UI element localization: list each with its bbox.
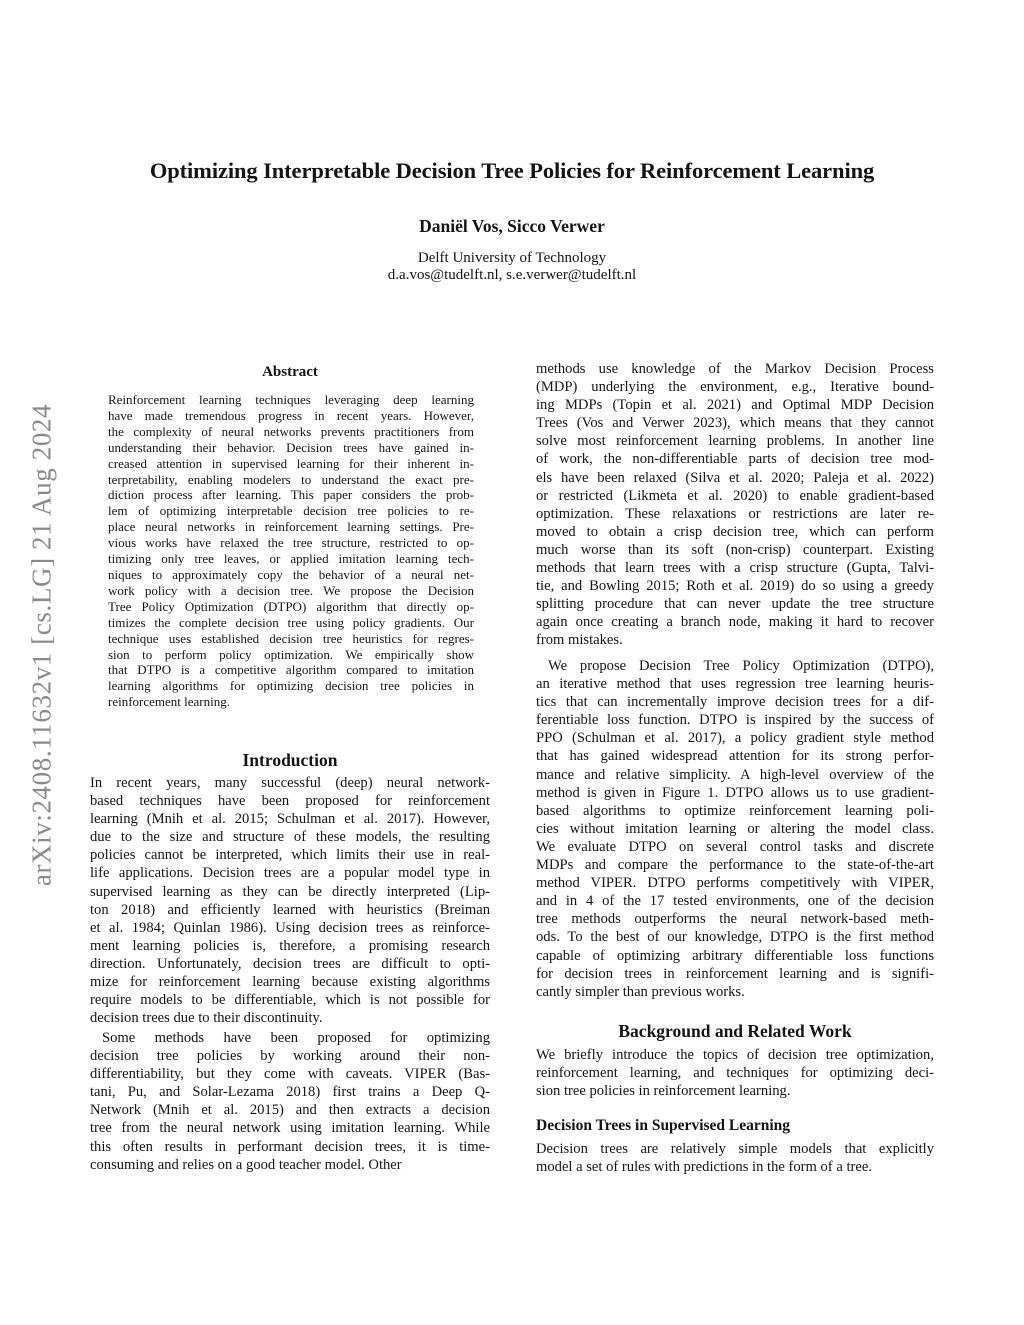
- text-line: mance and relative simplicity. A high-level overview of the: [536, 766, 934, 783]
- right-column-paragraph-continued: [536, 360, 934, 650]
- text-line: have made tremendous progress in recent years. However,: [108, 407, 474, 423]
- text-line: technique uses established decision tree heuristics for regres-: [108, 630, 474, 646]
- introduction-paragraph-1: [90, 774, 490, 1027]
- text-line: due to the size and structure of these models, the resulting: [90, 829, 490, 846]
- text-line: or restricted (Likmeta et al. 2020) to enable gradient-based: [536, 487, 934, 504]
- text-line: require models to be differentiable, which is not possible for: [90, 992, 490, 1009]
- text-line: tree from the neural network using imitation learning. While: [90, 1120, 490, 1137]
- text-line: and in 4 of the 17 tested environments, one of the decision: [536, 893, 934, 910]
- text-line: tics that can incrementally improve decision trees for a dif-: [536, 694, 934, 711]
- text-line: Some methods have been proposed for optimizing: [102, 1030, 490, 1046]
- text-line: ment learning policies is, therefore, a promising research: [90, 937, 490, 954]
- text-line: reinforcement learning, and techniques for optimizing deci-: [536, 1065, 934, 1082]
- text-line: that DTPO is a competitive algorithm compared to imitation: [108, 662, 474, 678]
- text-line: els have been relaxed (Silva et al. 2020; Paleja et al. 2022): [536, 469, 934, 486]
- text-line: based techniques have been proposed for reinforcement: [90, 793, 490, 810]
- text-line: splitting procedure that can never update the tree structure: [536, 596, 934, 613]
- text-line: Tree Policy Optimization (DTPO) algorithm that directly op-: [108, 598, 474, 614]
- text-line: We propose Decision Tree Policy Optimization (DTPO),: [548, 658, 934, 674]
- text-line: mize for reinforcement learning because existing algorithms: [90, 974, 490, 991]
- text-line: an iterative method that uses regression tree learning heuris-: [536, 676, 934, 693]
- text-line: decision tree policies by working around their non-: [90, 1048, 490, 1065]
- text-line: diction process after learning. This paper considers the prob-: [108, 487, 474, 503]
- text-line: understanding their behavior. Decision trees have gained in-: [108, 439, 474, 455]
- text-line: In recent years, many successful (deep) neural network-: [90, 775, 490, 791]
- text-line: method VIPER. DTPO performs competitively with VIPER,: [536, 875, 934, 892]
- text-line: much worse than its soft (non-crisp) counterpart. Existing: [536, 541, 934, 558]
- text-line: of work, the non-differentiable parts of decision tree mod-: [536, 451, 934, 468]
- text-line: learning algorithms for optimizing decision tree policies in: [108, 678, 474, 694]
- subsection-heading: Decision Trees in Supervised Learning: [536, 1117, 791, 1134]
- introduction-paragraph-2: [90, 1029, 490, 1174]
- text-line: supervised learning as they can be directly interpreted (Lip-: [90, 883, 490, 900]
- abstract-body: [108, 392, 474, 710]
- text-line: ods. To the best of our knowledge, DTPO is the first method: [536, 929, 934, 946]
- text-line: capable of optimizing arbitrary differentiable loss functions: [536, 947, 934, 964]
- text-line: moved to obtain a crisp decision tree, which can perform: [536, 523, 934, 540]
- text-line: model a set of rules with predictions in the form of a tree.: [536, 1159, 872, 1176]
- text-line: (MDP) underlying the environment, e.g., Iterative bound-: [536, 379, 934, 396]
- text-line: method is given in Figure 1. DTPO allows us to use gradient-: [536, 784, 934, 801]
- subsection-paragraph: [536, 1140, 934, 1176]
- text-line: based algorithms to optimize reinforcement learning poli-: [536, 802, 934, 819]
- text-line: timizing only tree leaves, or applied imitation learning tech-: [108, 551, 474, 567]
- affiliation: [0, 250, 1024, 284]
- text-line: ton 2018) and efficiently learned with heuristics (Breiman: [90, 901, 490, 918]
- text-line: place neural networks in reinforcement learning settings. Pre-: [108, 519, 474, 535]
- text-line: creased attention in supervised learning for their inherent in-: [108, 455, 474, 471]
- text-line: work policy with a decision tree. We propose the Decision: [108, 582, 474, 598]
- text-line: policies cannot be interpreted, which limits their use in real-: [90, 847, 490, 864]
- text-line: this often results in performant decision trees, it is time-: [90, 1138, 490, 1155]
- text-line: terpretability, enabling modelers to understand the exact pre-: [108, 471, 474, 487]
- text-line: sion to perform policy optimization. We empirically show: [108, 646, 474, 662]
- text-line: et al. 1984; Quinlan 1986). Using decision trees as reinforce-: [90, 919, 490, 936]
- text-line: PPO (Schulman et al. 2017), a policy gradient style method: [536, 730, 934, 747]
- text-line: tani, Pu, and Solar-Lezama 2018) first trains a Deep Q-: [90, 1084, 490, 1101]
- dtpo-paragraph: [536, 657, 934, 1001]
- text-line: ing MDPs (Topin et al. 2021) and Optimal MDP Decision: [536, 397, 934, 414]
- background-heading: Background and Related Work: [618, 1021, 852, 1041]
- affiliation-emails: d.a.vos@tudelft.nl, s.e.verwer@tudelft.nl: [387, 267, 637, 283]
- text-line: timizes the complete decision tree using policy gradients. Our: [108, 614, 474, 630]
- text-line: Decision trees are relatively simple models that explicitly: [536, 1141, 934, 1157]
- text-line: MDPs and compare the performance to the state-of-the-art: [536, 857, 934, 874]
- text-line: the complexity of neural networks prevents practitioners from: [108, 423, 474, 439]
- text-line: for decision trees in reinforcement learning and is signifi-: [536, 965, 934, 982]
- introduction-heading: Introduction: [242, 750, 338, 770]
- text-line: again once creating a branch node, making it hard to recover: [536, 614, 934, 631]
- affiliation-institution: Delft University of Technology: [417, 250, 607, 266]
- arxiv-stamp: arXiv:2408.11632v1 [cs.LG] 21 Aug 2024: [26, 403, 57, 887]
- text-line: learning (Mnih et al. 2015; Schulman et al. 2017). However,: [90, 811, 490, 828]
- text-line: cantly simpler than previous works.: [536, 983, 745, 1000]
- text-line: niques to approximately copy the behavior of a neural net-: [108, 566, 474, 582]
- text-line: solve most reinforcement learning problems. In another line: [536, 433, 934, 450]
- text-line: tree methods outperforms the neural network-based meth-: [536, 911, 934, 928]
- text-line: from mistakes.: [536, 632, 623, 649]
- text-line: life applications. Decision trees are a popular model type in: [90, 865, 490, 882]
- text-line: cies without imitation learning or altering the model class.: [536, 820, 934, 837]
- text-line: optimization. These relaxations or restrictions are later re-: [536, 505, 934, 522]
- text-line: We briefly introduce the topics of decision tree optimization,: [536, 1047, 934, 1063]
- text-line: decision trees due to their discontinuity.: [90, 1010, 323, 1027]
- text-line: tie, and Bowling 2015; Roth et al. 2019) do so using a greedy: [536, 578, 934, 595]
- text-line: that has gained widespread attention for its strong perfor-: [536, 748, 934, 765]
- paper-authors: Daniël Vos, Sicco Verwer: [419, 216, 605, 236]
- text-line: differentiability, but they come with caveats. VIPER (Bas-: [90, 1066, 490, 1083]
- text-line: consuming and relies on a good teacher model. Other: [90, 1156, 402, 1173]
- text-line: lem of optimizing interpretable decision tree policies to re-: [108, 503, 474, 519]
- text-line: sion tree policies in reinforcement learning.: [536, 1083, 791, 1100]
- text-line: direction. Unfortunately, decision trees are difficult to opti-: [90, 955, 490, 972]
- abstract-heading: Abstract: [262, 364, 318, 380]
- text-line: Reinforcement learning techniques leveraging deep learning: [108, 392, 474, 407]
- text-line: methods that learn trees with a crisp structure (Gupta, Talvi-: [536, 560, 934, 577]
- text-line: vious works have relaxed the tree structure, restricted to op-: [108, 535, 474, 551]
- text-line: Trees (Vos and Verwer 2023), which means that they cannot: [536, 415, 934, 432]
- text-line: Network (Mnih et al. 2015) and then extracts a decision: [90, 1102, 490, 1119]
- text-line: reinforcement learning.: [108, 694, 230, 710]
- text-line: methods use knowledge of the Markov Decision Process: [536, 361, 934, 377]
- background-paragraph: [536, 1046, 934, 1100]
- text-line: ferentiable loss function. DTPO is inspired by the success of: [536, 712, 934, 729]
- text-line: We evaluate DTPO on several control tasks and discrete: [536, 838, 934, 855]
- paper-title: Optimizing Interpretable Decision Tree Policies for Reinforcement Learning: [149, 158, 875, 183]
